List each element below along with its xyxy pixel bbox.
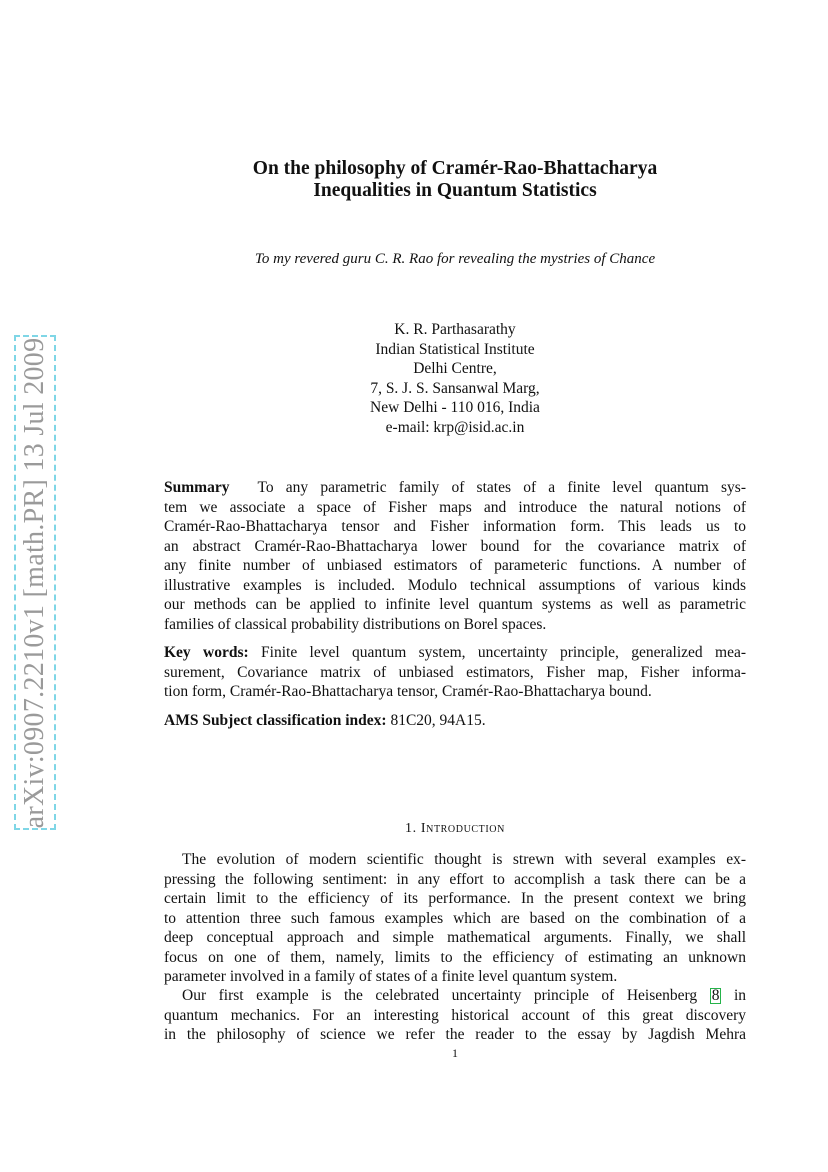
summary-line: illustrative examples is included. Modulo technical assumptions of various kinds [164, 576, 746, 594]
keywords-label: Key words: [164, 644, 249, 661]
summary-label: Summary [164, 479, 230, 496]
affiliation-line: New Delhi - 110 016, India [370, 399, 540, 416]
arxiv-identifier-text: arXiv:0907.2210v1 [math.PR] 13 Jul 2009 [19, 337, 50, 828]
summary-line: any finite number of unbiased estimators of parameteric functions. A number of [164, 557, 746, 574]
ams-value: 81C20, 94A15. [390, 712, 486, 729]
page-number: 1 [452, 1046, 458, 1060]
author-block [164, 320, 746, 437]
intro-line-text: Our first example is the celebrated uncertainty principle of Heisenberg [182, 987, 698, 1004]
intro-line: in the philosophy of science we refer the reader to the essay by Jagdish Mehra [164, 1026, 746, 1043]
author-name: K. R. Parthasarathy [394, 321, 516, 338]
summary-line [164, 478, 746, 498]
summary-section [164, 478, 746, 634]
section-number: 1. [405, 821, 417, 836]
intro-line: deep conceptual approach and simple mathematical arguments. Finally, we shall [164, 929, 746, 946]
ams-label: AMS Subject classification index: [164, 712, 387, 729]
section-heading [164, 821, 746, 837]
summary-line-text: To any parametric family of states of a finite level quantum sys- [257, 479, 746, 496]
intro-line-text: in [733, 987, 747, 1004]
intro-line: quantum mechanics. For an interesting historical account of this great discovery [164, 1006, 746, 1024]
affiliation-line: Indian Statistical Institute [375, 340, 535, 358]
keywords-line [164, 643, 746, 663]
title-line: Inequalities in Quantum Statistics [313, 180, 597, 201]
arxiv-identifier-stamp[interactable] [14, 335, 56, 830]
intro-line: The evolution of modern scientific thought is strewn with several examples ex- [182, 851, 746, 868]
introduction-paragraph-2 [164, 986, 746, 1045]
intro-line: pressing the following sentiment: in any effort to accomplish a task there can be a [164, 870, 746, 888]
summary-line: tem we associate a space of Fisher maps and introduce the natural notions of [164, 498, 746, 516]
keywords-line-text: Finite level quantum system, uncertainty principle, generalized mea- [261, 644, 746, 661]
citation-link-8[interactable] [710, 988, 722, 1004]
introduction-paragraph-1 [164, 850, 746, 987]
intro-line [164, 986, 746, 1006]
dedication: To my revered guru C. R. Rao for revealing the mystries of Chance [254, 251, 656, 267]
intro-line: focus on one of them, namely, limits to the efficiency of estimating an unknown [164, 948, 746, 966]
title-line: On the philosophy of Cramér-Rao-Bhattacharya [252, 158, 658, 179]
citation-number: 8 [711, 987, 720, 1004]
summary-line: an abstract Cramér-Rao-Bhattacharya lower bound for the covariance matrix of [164, 537, 746, 555]
summary-line: our methods can be applied to infinite level quantum systems as well as parametric [164, 596, 746, 613]
intro-line: parameter involved in a family of states of a finite level quantum system. [164, 968, 618, 985]
affiliation-line: Delhi Centre, [413, 360, 497, 377]
paper-title [164, 158, 746, 202]
keywords-section [164, 643, 746, 702]
intro-line: to attention three such famous examples which are based on the combination of a [164, 909, 746, 927]
author-email: e-mail: krp@isid.ac.in [385, 418, 525, 436]
intro-line: certain limit to the efficiency of its performance. In the present context we bring [164, 890, 746, 907]
keywords-line: tion form, Cramér-Rao-Bhattacharya tensor, Cramér-Rao-Bhattacharya bound. [164, 683, 652, 700]
ams-classification [164, 711, 746, 731]
keywords-line: surement, Covariance matrix of unbiased estimators, Fisher map, Fisher informa- [164, 663, 746, 681]
section-title: Introduction [420, 821, 505, 836]
affiliation-line: 7, S. J. S. Sansanwal Marg, [370, 379, 540, 397]
summary-line: families of classical probability distributions on Borel spaces. [164, 615, 547, 633]
summary-line: Cramér-Rao-Bhattacharya tensor and Fisher information form. This leads us to [164, 518, 746, 535]
